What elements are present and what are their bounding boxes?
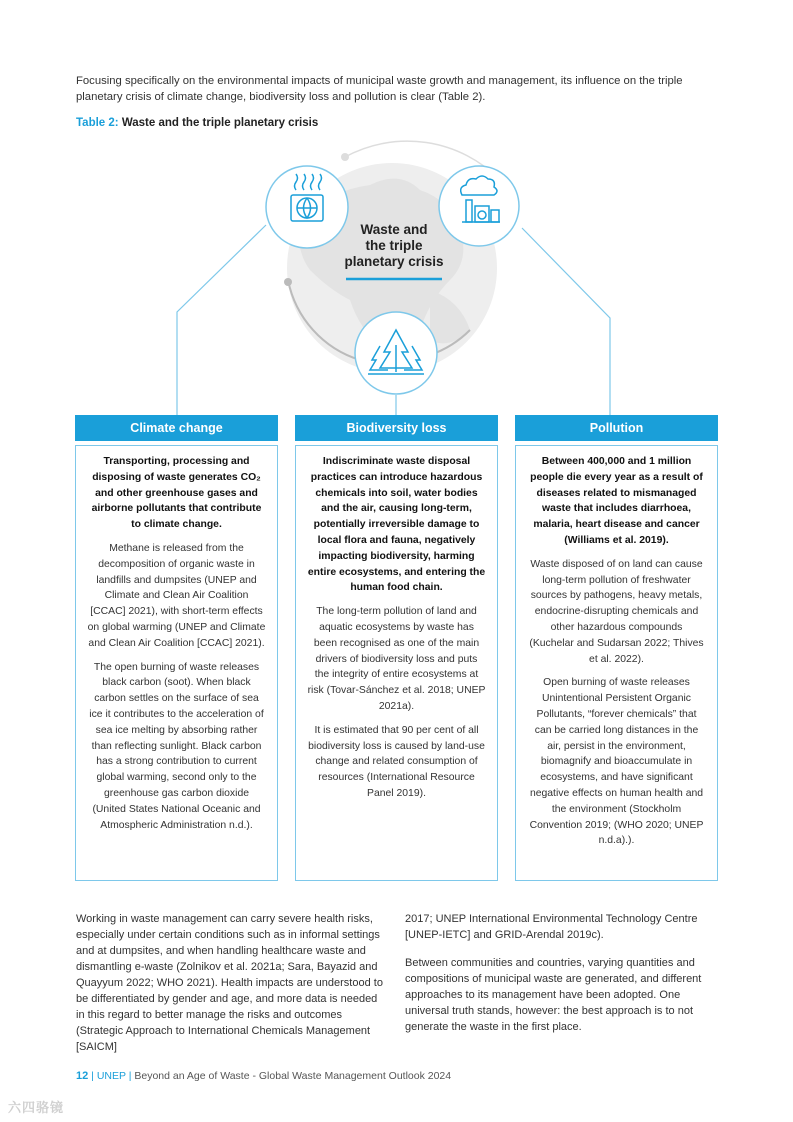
column-key-statement: Indiscriminate waste disposal practices can introduce hazardous chemicals into soil, water bodies and the air, causing long-term, potentially irreversible damage to local flora and fauna, negatively impacting biodiversity, harming entire ecosystems, and entering the human food chain. (307, 456, 486, 594)
column-paragraph: The open burning of waste releases black carbon (soot). When black carbon settles on the surface of sea ice it contributes to the acceleration of sea ice melting by absorbing rather than reflecting sunlight. Black carbon has a strong contribution to current global warming, second only to the greenhouse gas carbon dioxide (United States National Oceanic and Atmospheric Administration n.d.). (89, 661, 264, 831)
table-title: Waste and the triple planetary crisis (121, 117, 319, 129)
body-paragraph: 2017; UNEP International Environmental Technology Centre [UNEP-IETC] and GRID-Arendal 2019c). (405, 913, 698, 941)
center-title-line-1: Waste and (360, 222, 428, 237)
table-caption (76, 117, 318, 129)
column-body-climate-change (75, 445, 278, 881)
column-paragraph: Open burning of waste releases Unintentional Persistent Organic Pollutants, “forever chemicals” that can be carried long distances in the air, persist in the environment, biomagnify and bioaccumulate in ecosystems, and have significant negative effects on human health and the environment (Stockholm Convention 2019; (WHO 2020; UNEP n.d.a).). (529, 677, 704, 847)
page-footer: 12 | UNEP | Beyond an Age of Waste - Global Waste Management Outlook 2024 (76, 1070, 452, 1082)
column-paragraph: The long-term pollution of land and aquatic ecosystems by waste has been recognised as one of the main drivers of biodiversity loss and puts the integrity of entire ecosystems at risk (Tovar-Sánchez et al. 2018; UNEP 2021a). (307, 606, 486, 712)
column-body-biodiversity-loss (295, 445, 498, 881)
body-text-left (76, 911, 386, 1067)
column-body-pollution (515, 445, 718, 881)
intro-paragraph: Focusing specifically on the environmental impacts of municipal waste growth and management, its influence on the triple planetary crisis of climate change, biodiversity loss and pollution is clear (Table 2). (76, 75, 683, 103)
column-paragraph: It is estimated that 90 per cent of all biodiversity loss is caused by land-use change and related consumption of resources (International Resource Panel 2019). (308, 724, 485, 799)
column-paragraph: Methane is released from the decomposition of organic waste in landfills and dumpsites (UNEP and Climate and Clean Air Coalition [CCAC] 2021), with short-term effects on global warming (UNEP and Climate and Clean Air Coalition [CCAC] 2021). (87, 542, 266, 649)
column-header-pollution: Pollution (515, 415, 718, 441)
column-header-climate-change: Climate change (75, 415, 278, 441)
triple-crisis-graphic (0, 140, 793, 420)
body-paragraph: Working in waste management can carry severe health risks, especially under certain conditions such as in informal settings and at dumpsites, and when handling healthcare waste and dismantling e-waste (Zolnikov et al. 2021a; Sara, Bayazid and Quayyum 2022; WHO 2021). Health impacts are understood to be differentiated by gender and age, and more data is needed in this regard to better manage the risks and outcomes (Strategic Approach to International Chemicals Management [SAICM] (76, 913, 383, 1053)
factory-pollution-icon (439, 166, 519, 246)
column-key-statement: Between 400,000 and 1 million people die every year as a result of diseases related to mismanaged waste that includes diarrhoea, malaria, heart disease and cancer (Williams et al. 2019). (530, 456, 703, 546)
column-key-statement: Transporting, processing and disposing of waste generates CO₂ and other greenhouse gases and airborne pollutants that contribute to climate change. (91, 456, 262, 531)
trees-icon (355, 312, 437, 394)
body-text-right (405, 911, 715, 1047)
watermark: 六四骆镜 (8, 1100, 65, 1115)
table-number: Table 2: (76, 117, 119, 129)
column-pollution (515, 415, 718, 881)
footer-org: UNEP (96, 1070, 126, 1082)
column-paragraph: Waste disposed of on land can cause long-term pollution of freshwater sources by pathogens, heavy metals, endocrine-disrupting chemicals and other hazardous compounds (Kuchelar and Sudarsan 2022; Thives et al. 2022). (529, 558, 704, 665)
page-number: 12 (76, 1070, 89, 1082)
footer-title: Beyond an Age of Waste - Global Waste Management Outlook 2024 (134, 1070, 452, 1082)
column-biodiversity-loss (295, 415, 498, 881)
center-title-line-2: the triple (365, 238, 423, 253)
column-header-biodiversity-loss: Biodiversity loss (295, 415, 498, 441)
thermometer-globe-icon (266, 166, 348, 248)
body-paragraph: Between communities and countries, varying quantities and compositions of municipal waste are generated, and different approaches to its management have been adopted. One universal truth stands, however: the best approach is to not generate the waste in the first place. (405, 957, 702, 1033)
center-title-line-3: planetary crisis (344, 254, 444, 269)
column-climate-change (75, 415, 278, 881)
